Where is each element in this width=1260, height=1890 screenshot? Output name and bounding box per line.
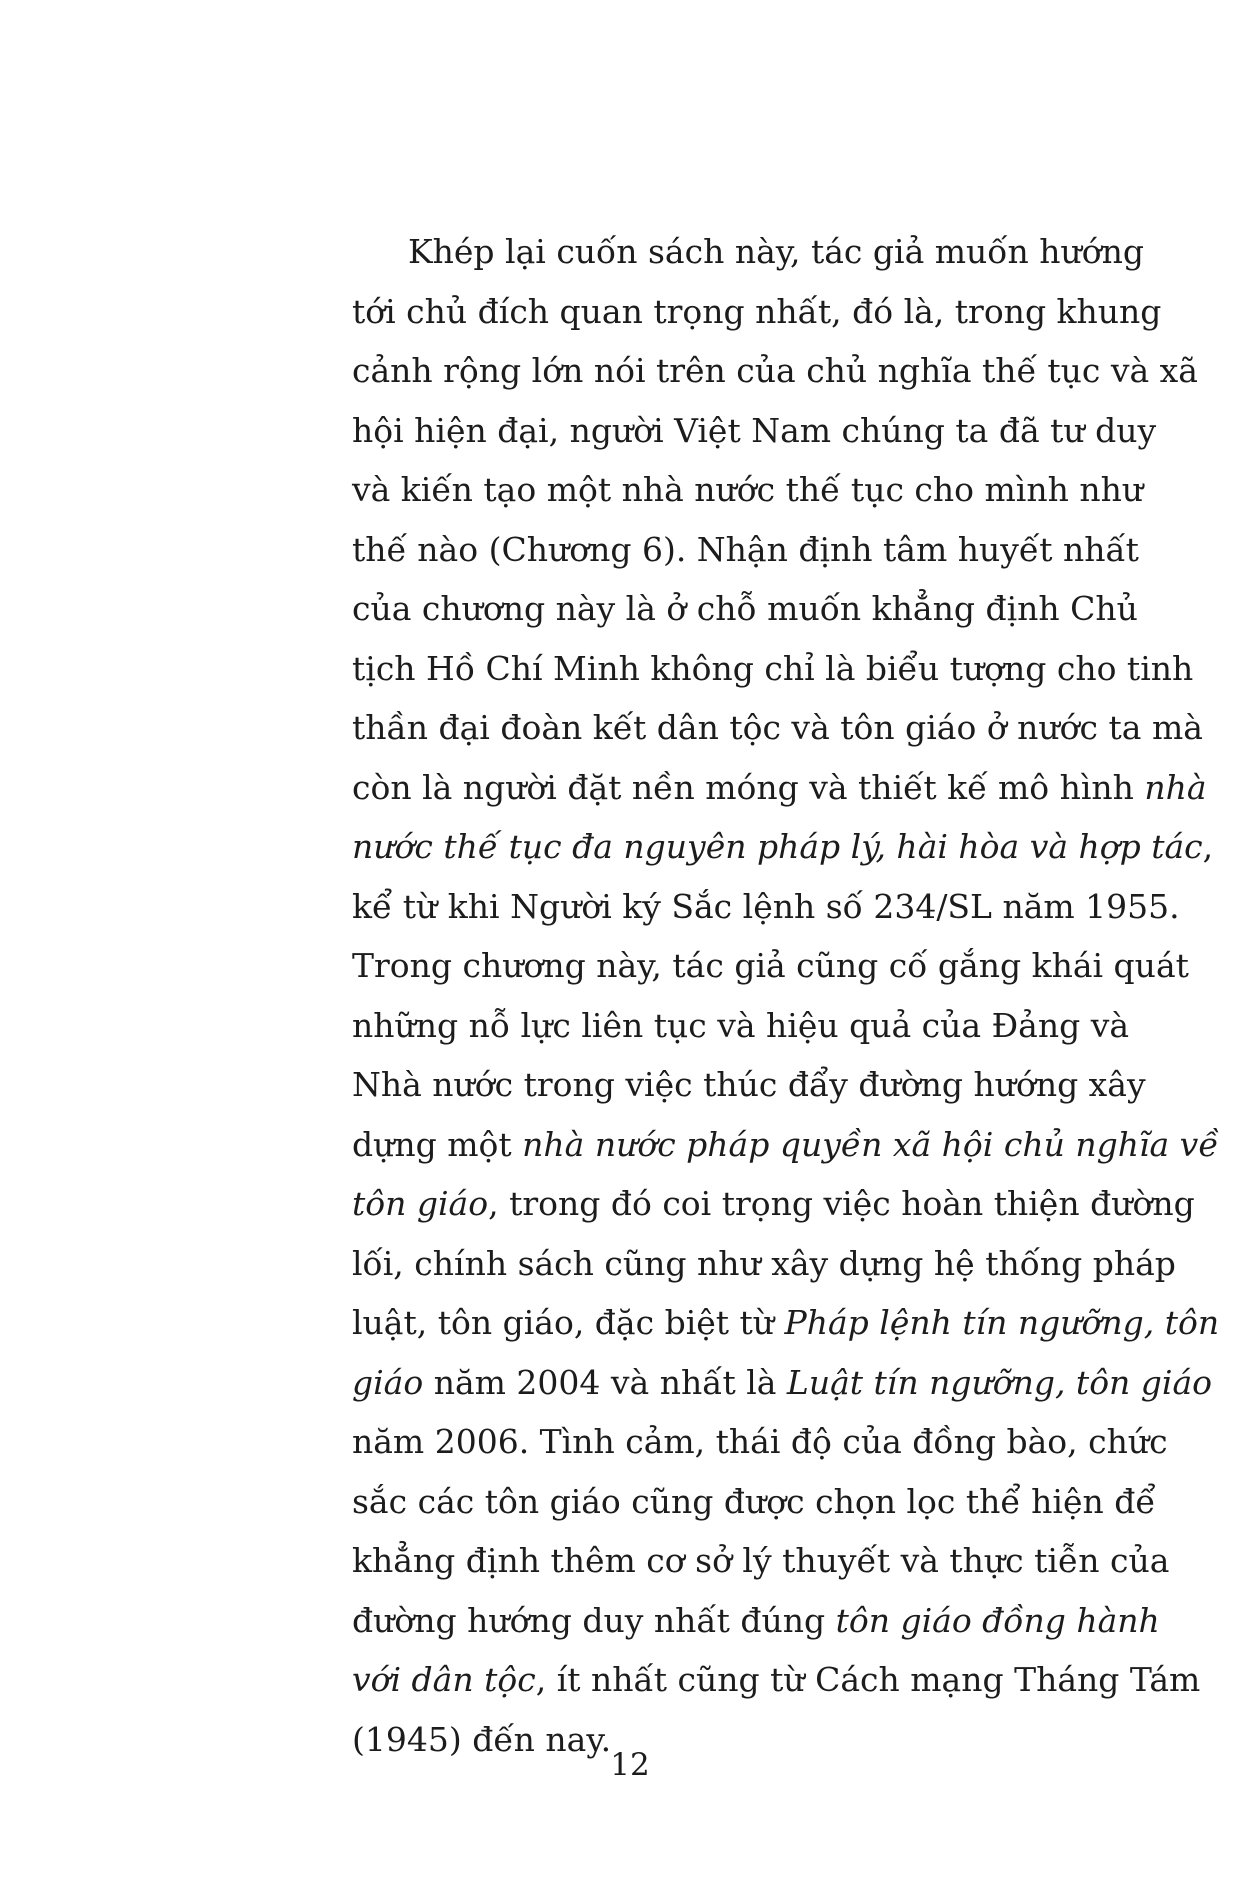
text-span: và kiến tạo một nhà nước thế tục cho mình như xyxy=(352,470,1144,509)
text-line xyxy=(352,1174,1195,1234)
text-span: , trong đó coi trọng việc hoàn thiện đường xyxy=(488,1184,1195,1223)
text-span: tới chủ đích quan trọng nhất, đó là, trong khung xyxy=(352,291,1162,331)
text-line xyxy=(352,758,1207,818)
text-span: tịch Hồ Chí Minh không chỉ là biểu tượng cho tinh xyxy=(352,648,1194,688)
text-line xyxy=(352,341,1198,401)
text-span: luật, tôn giáo, đặc biệt từ xyxy=(352,1303,785,1342)
body-paragraph xyxy=(352,222,1220,1769)
italic-text: nước thế tục đa nguyên pháp lý, hài hòa và hợp tác xyxy=(352,827,1203,866)
text-span: sắc các tôn giáo cũng được chọn lọc thể hiện để xyxy=(352,1481,1156,1521)
text-line xyxy=(352,579,1138,639)
text-span: Trong chương này, tác giả cũng cố gắng khái quát xyxy=(352,946,1189,985)
text-span: kể từ khi Người ký Sắc lệnh số 234/SL năm 1955. xyxy=(352,886,1180,926)
text-line xyxy=(352,520,1139,580)
text-span: lối, chính sách cũng như xây dựng hệ thống pháp xyxy=(352,1243,1176,1283)
text-line xyxy=(352,222,1144,282)
text-span: khẳng định thêm cơ sở lý thuyết và thực tiễn của xyxy=(352,1541,1170,1580)
text-line xyxy=(352,460,1144,520)
text-line xyxy=(352,936,1189,996)
text-line xyxy=(352,817,1214,877)
text-span: dựng một xyxy=(352,1124,523,1164)
italic-text: tôn giáo xyxy=(352,1184,489,1223)
text-line xyxy=(352,401,1157,461)
text-line xyxy=(352,877,1180,937)
italic-text: nhà xyxy=(1144,767,1207,807)
text-span: năm 2006. Tình cảm, thái độ của đồng bào, chức xyxy=(352,1422,1168,1461)
text-line xyxy=(352,1531,1170,1591)
text-span: Khép lại cuốn sách này, tác giả muốn hướng xyxy=(408,232,1144,271)
italic-text: giáo xyxy=(352,1362,424,1402)
italic-text: với dân tộc xyxy=(352,1660,536,1699)
text-span: những nỗ lực liên tục và hiệu quả của Đảng và xyxy=(352,1005,1130,1045)
italic-text: Luật tín ngưỡng, tôn giáo xyxy=(786,1362,1213,1402)
italic-text: tôn giáo đồng hành xyxy=(835,1600,1160,1640)
text-span: thần đại đoàn kết dân tộc và tôn giáo ở nước ta mà xyxy=(352,708,1203,747)
italic-text: Pháp lệnh tín ngưỡng, tôn xyxy=(784,1303,1220,1342)
text-span: của chương này là ở chỗ muốn khẳng định Chủ xyxy=(352,589,1138,628)
text-line xyxy=(352,1650,1201,1710)
text-span: còn là người đặt nền móng và thiết kế mô hình xyxy=(352,767,1145,807)
text-span: năm 2004 và nhất là xyxy=(423,1362,787,1402)
text-span: đường hướng duy nhất đúng xyxy=(352,1600,836,1640)
text-line xyxy=(352,1412,1168,1472)
text-line xyxy=(352,1293,1220,1353)
text-span: , ít nhất cũng từ Cách mạng Tháng Tám xyxy=(535,1660,1201,1699)
text-line xyxy=(352,1234,1176,1294)
text-line xyxy=(352,1055,1146,1115)
text-line xyxy=(352,1353,1213,1413)
text-line xyxy=(352,1115,1219,1175)
text-line xyxy=(352,698,1203,758)
text-line xyxy=(352,639,1194,699)
text-span: cảnh rộng lớn nói trên của chủ nghĩa thế tục và xã xyxy=(352,351,1198,390)
text-span: (1945) đến nay. xyxy=(352,1719,612,1759)
text-span: , xyxy=(1202,827,1214,866)
text-line xyxy=(352,1472,1156,1532)
text-span: thế nào (Chương 6). Nhận định tâm huyết nhất xyxy=(352,529,1139,569)
italic-text: nhà nước pháp quyền xã hội chủ nghĩa về xyxy=(522,1124,1219,1164)
text-span: hội hiện đại, người Việt Nam chúng ta đã tư duy xyxy=(352,410,1157,450)
text-line xyxy=(352,996,1130,1056)
text-line xyxy=(352,1591,1160,1651)
page-number: 12 xyxy=(610,1747,650,1783)
text-span: Nhà nước trong việc thúc đẩy đường hướng xây xyxy=(352,1065,1146,1104)
text-line xyxy=(352,282,1162,342)
